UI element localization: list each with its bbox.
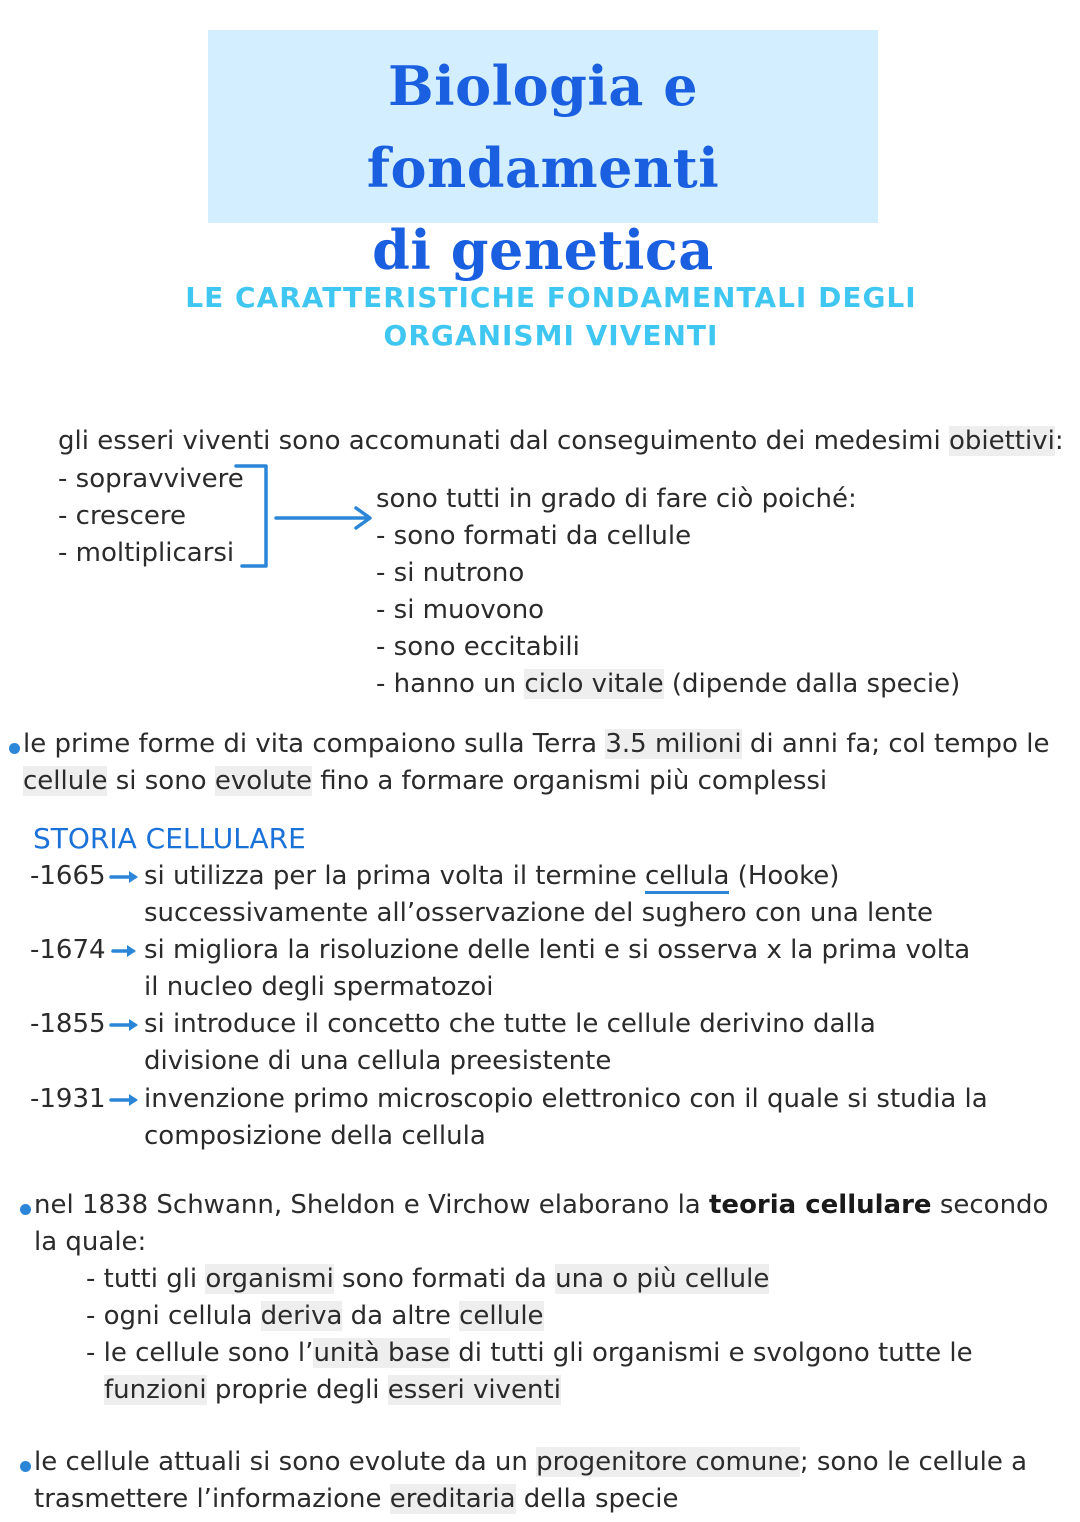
origin-paragraph: le prime forme di vita compaiono sulla Terra 3.5 milioni di anni fa; col tempo le cellule si sono evolute fino a formare organismi più complessi <box>23 729 1050 796</box>
theory-item: - tutti gli organismi sono formati da una o più cellule <box>86 1264 770 1294</box>
theory-bold-term: teoria cellulare <box>709 1190 932 1220</box>
theory-list <box>86 1261 973 1409</box>
title-line-2: di genetica <box>372 218 714 282</box>
highlight-millions: 3.5 milioni <box>605 729 742 759</box>
history-year: -1855 <box>30 1009 106 1039</box>
bullet-icon <box>20 1204 31 1215</box>
history-year: -1931 <box>30 1084 106 1114</box>
bullet-icon <box>9 743 20 754</box>
theory-item: - ogni cellula deriva da altre cellule <box>86 1301 544 1331</box>
goal-item: - sopravvivere <box>58 464 244 494</box>
reason-item: - sono formati da cellule <box>376 521 692 551</box>
arrow-right-icon <box>111 943 139 959</box>
history-year: -1674 <box>30 935 106 965</box>
reason-item: - si muovono <box>376 595 545 625</box>
title-box <box>208 30 878 282</box>
bracket-arrow-icon <box>230 460 380 576</box>
title-line-1: Biologia e fondamenti <box>366 54 720 200</box>
history-heading: STORIA CELLULARE <box>33 822 306 855</box>
highlight-objectives: obiettivi <box>948 426 1055 456</box>
reasons-list <box>376 481 960 703</box>
history-text: si utilizza per la prima volta il termine cellula (Hooke) successivamente all’osservazione del sughero con una lente <box>144 861 933 928</box>
theory-item: - le cellule sono l’unità base di tutti gli organismi e svolgono tutte le <box>86 1338 973 1368</box>
conclusion-paragraph: le cellule attuali si sono evolute da un progenitore comune; sono le cellule a trasmettere l’informazione ereditaria della specie <box>34 1447 1028 1514</box>
highlight-common-ancestor: progenitore comune <box>536 1447 800 1477</box>
history-year: -1665 <box>30 861 106 891</box>
bullet-icon <box>20 1461 31 1472</box>
reasons-heading: sono tutti in grado di fare ciò poiché: <box>376 484 857 514</box>
history-text: invenzione primo microscopio elettronico con il quale si studia la composizione della cellula <box>144 1084 988 1151</box>
underline-cellula: cellula <box>645 861 729 894</box>
goal-item: - crescere <box>58 501 187 531</box>
subtitle-line-2: ORGANISMI VIVENTI <box>383 319 719 352</box>
history-text: si migliora la risoluzione delle lenti e si osserva x la prima volta il nucleo degli spermatozoi <box>144 935 971 1002</box>
reason-item: - sono eccitabili <box>376 632 580 662</box>
intro-line: gli esseri viventi sono accomunati dal conseguimento dei medesimi obiettivi: <box>58 426 1064 456</box>
goals-list <box>58 461 244 572</box>
history-text: si introduce il concetto che tutte le cellule derivino dalla divisione di una cellula preesistente <box>144 1009 876 1076</box>
reason-item: - si nutrono <box>376 558 525 588</box>
arrow-right-icon <box>109 1017 141 1033</box>
arrow-right-icon <box>109 1092 141 1108</box>
arrow-right-icon <box>109 869 141 885</box>
goal-item: - moltiplicarsi <box>58 538 235 568</box>
section-subtitle <box>60 279 1042 355</box>
theory-item-cont: funzioni proprie degli esseri viventi <box>104 1375 561 1405</box>
subtitle-line-1: LE CARATTERISTICHE FONDAMENTALI DEGLI <box>185 281 917 314</box>
reason-item: - hanno un ciclo vitale (dipende dalla specie) <box>376 669 961 699</box>
theory-paragraph: nel 1838 Schwann, Sheldon e Virchow elaborano la teoria cellulare secondo la quale: <box>34 1190 1049 1257</box>
highlight-life-cycle: ciclo vitale <box>524 669 664 699</box>
